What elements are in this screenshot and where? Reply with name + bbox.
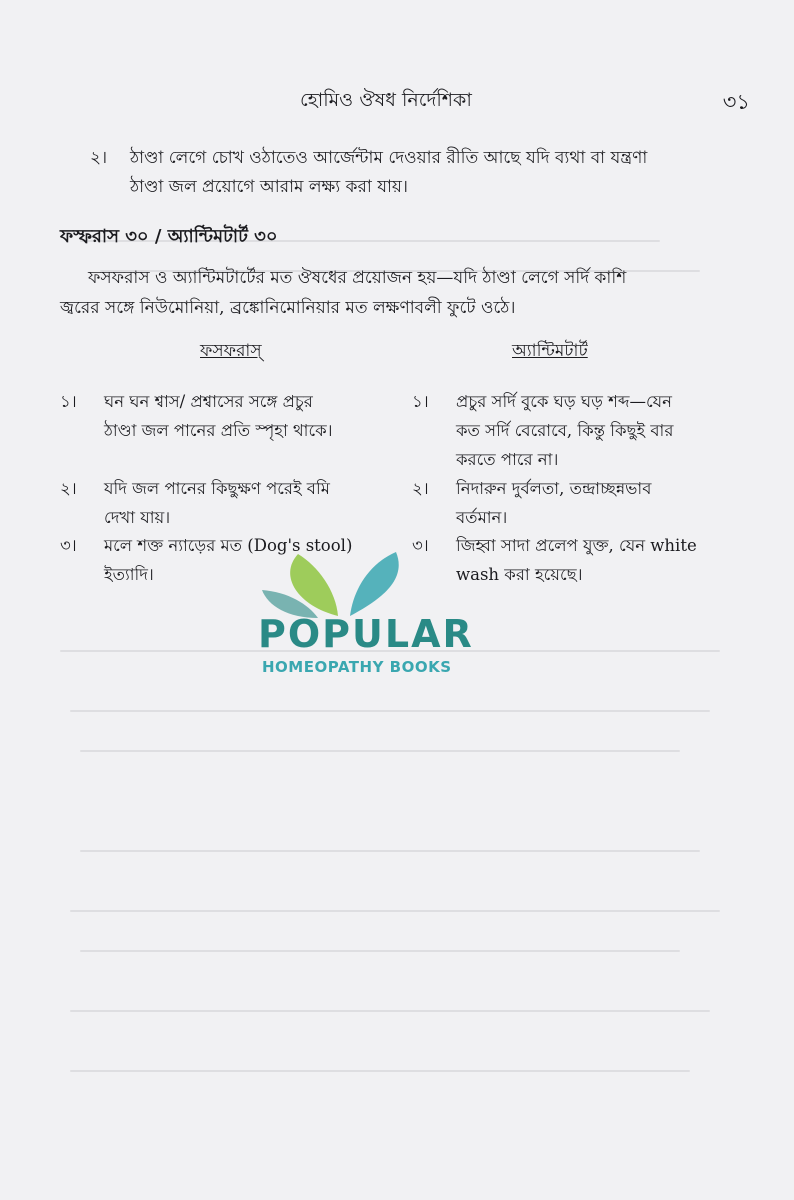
paragraph-number: ২। — [90, 148, 108, 168]
item-number: ১। — [60, 392, 77, 411]
running-title: হোমিও ঔষধ নির্দেশিকা — [300, 89, 472, 111]
watermark-title: POPULAR — [258, 612, 474, 656]
column-heading-antimtart: অ্যান্টিমটার্ট — [512, 341, 588, 361]
publisher-watermark — [250, 546, 550, 686]
item-line: কত সর্দি বেরোবে, কিন্তু কিছুই বার — [456, 421, 674, 440]
item-text — [104, 387, 374, 445]
section-intro-line: ফসফরাস ও অ্যান্টিমটার্টের মত ঔষধের প্রয়োজন হয়—যদি ঠাণ্ডা লেগে সর্দি কাশি — [88, 268, 627, 288]
column-heading-phosphorus: ফসফরাস্ — [200, 341, 262, 361]
item-text — [456, 474, 748, 532]
item-number: ২। — [60, 479, 77, 498]
item-line: ঘন ঘন শ্বাস/ প্রশ্বাসের সঙ্গে প্রচুর — [104, 392, 313, 411]
paragraph-line: ঠাণ্ডা লেগে চোখ ওঠাতেও আর্জেন্টাম দেওয়ার রীতি আছে যদি ব্যথা বা যন্ত্রণা — [130, 148, 648, 168]
item-text — [104, 474, 374, 532]
item-line: wash করা হয়েছে। — [456, 565, 583, 584]
item-number: ১। — [412, 392, 429, 411]
item-line: ঠাণ্ডা জল পানের প্রতি স্পৃহা থাকে। — [104, 421, 333, 440]
item-line: বর্তমান। — [456, 508, 508, 527]
item-number: ৩। — [412, 536, 429, 555]
item-line: জিহ্বা সাদা প্রলেপ যুক্ত, যেন white — [456, 536, 697, 555]
item-number: ২। — [412, 479, 429, 498]
paragraph-line: ঠাণ্ডা জল প্রয়োগে আরাম লক্ষ্য করা যায়। — [130, 177, 409, 197]
item-line: মলে শক্ত ন্যাড়ের মত (Dog's stool) — [104, 536, 353, 555]
page-number: ৩১ — [722, 90, 750, 114]
item-line: যদি জল পানের কিছুক্ষণ পরেই বমি — [104, 479, 330, 498]
watermark-subtitle: HOMEOPATHY BOOKS — [262, 658, 452, 676]
section-heading: ফস্ফরাস ৩০ / অ্যান্টিমটার্ট ৩০ — [60, 226, 278, 247]
item-text — [456, 387, 748, 474]
page-header — [0, 86, 794, 116]
item-line: করতে পারে না। — [456, 450, 559, 469]
item-line: প্রচুর সর্দি বুকে ঘড় ঘড় শব্দ—যেন — [456, 392, 673, 411]
item-line: ইত্যাদি। — [104, 565, 154, 584]
item-line: দেখা যায়। — [104, 508, 171, 527]
item-number: ৩। — [60, 536, 77, 555]
section-intro-line: জ্বরের সঙ্গে নিউমোনিয়া, ব্রঙ্কোনিমোনিয়ার মত লক্ষণাবলী ফুটে ওঠে। — [60, 298, 516, 318]
item-line: নিদারুন দুর্বলতা, তন্দ্রাচ্ছন্নভাব — [456, 479, 652, 498]
